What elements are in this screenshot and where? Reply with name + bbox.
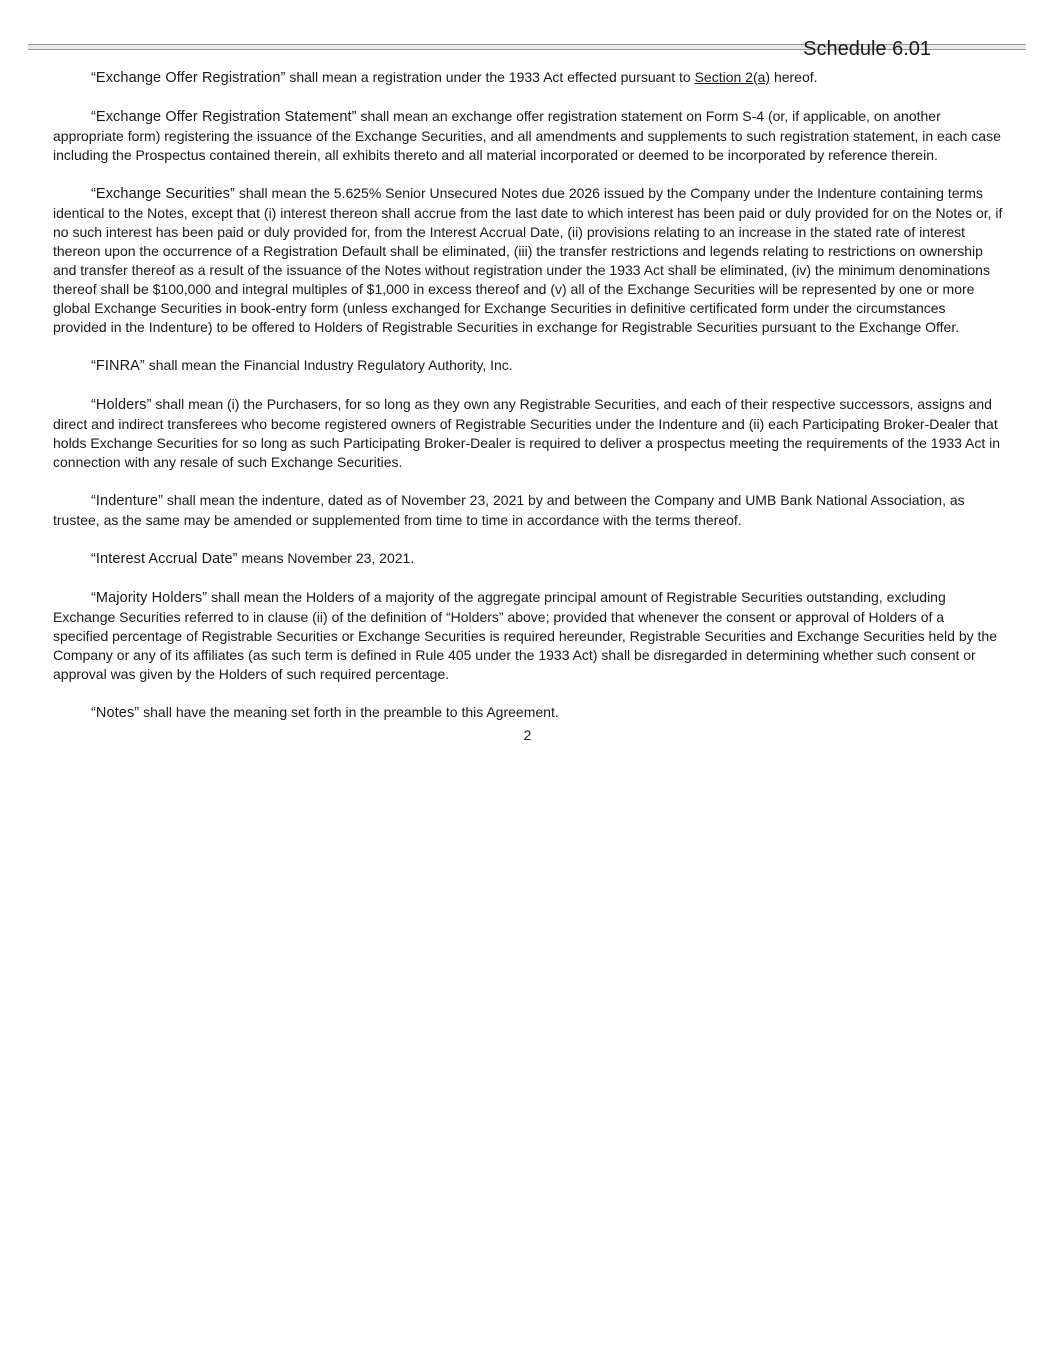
definition-text: shall mean a registration under the 1933 Act effected pursuant to xyxy=(285,69,695,85)
definition-finra xyxy=(53,356,1003,376)
definition-text: shall have the meaning set forth in the preamble to this Agreement. xyxy=(139,704,559,720)
definition-text: shall mean the 5.625% Senior Unsecured Notes due 2026 issued by the Company under the Indenture containing terms identical to the Notes, except that (i) interest thereon shall accrue from the last date to which interest has been paid or duly provided for on the Notes or, if no such interest has been paid or duly provided for, from the Interest Accrual Date, (ii) provisions relating to an increase in the stated rate of interest thereon upon the occurrence of a Registration Default shall be eliminated, (iii) the transfer restrictions and legends relating to restrictions on ownership and transfer thereof as a result of the issuance of the Notes without registration under the 1933 Act shall be eliminated, (iv) the minimum denominations thereof shall be $100,000 and integral multiples of $1,000 in excess thereof and (v) all of the Exchange Securities will be represented by one or more global Exchange Securities in book-entry form (unless exchanged for Exchange Securities in definitive certificated form under the circumstances provided in the Indenture) to be offered to Holders of Registrable Securities in exchange for Registrable Securities pursuant to the Exchange Offer. xyxy=(53,185,1003,335)
defined-term: “Exchange Offer Registration Statement” xyxy=(91,109,357,125)
page-number: 2 xyxy=(523,727,532,743)
definition-text: means November 23, 2021. xyxy=(237,550,415,566)
definition-text: shall mean the Financial Industry Regulatory Authority, Inc. xyxy=(144,357,513,373)
defined-term: “Notes” xyxy=(91,705,140,721)
defined-term: “Interest Accrual Date” xyxy=(91,551,238,567)
definition-interest-accrual-date xyxy=(53,549,1003,569)
definition-exchange-offer-registration xyxy=(53,68,1003,88)
defined-term: “Indenture” xyxy=(91,493,164,509)
defined-term: “FINRA” xyxy=(91,358,145,374)
definition-majority-holders xyxy=(53,588,1003,684)
definition-text: shall mean (i) the Purchasers, for so long as they own any Registrable Securities, and each of their respective successors, assigns and direct and indirect transferees who become registered owners of Registrable Securities under the Indenture and (ii) each Participating Broker-Dealer that holds Exchange Securities for so long as such Participating Broker-Dealer is required to deliver a prospectus meeting the requirements of the 1933 Act in connection with any resale of such Exchange Securities. xyxy=(53,396,1001,470)
definition-holders xyxy=(53,395,1003,472)
defined-term: “Holders” xyxy=(91,397,152,413)
definitions-section xyxy=(53,68,1003,742)
definition-text: shall mean the Holders of a majority of the aggregate principal amount of Registrable Securities outstanding, excluding Exchange Securities referred to in clause (ii) of the definition of “Holders” above; provided that whenever the consent or approval of Holders of a specified percentage of Registrable Securities or Exchange Securities is required hereunder, Registrable Securities and Exchange Securities held by the Company or any of its affiliates (as such term is defined in Rule 405 under the 1933 Act) shall be disregarded in determining whether such consent or approval was given by the Holders of such required percentage. xyxy=(53,589,997,682)
defined-term: “Exchange Offer Registration” xyxy=(91,70,286,86)
definition-text: hereof. xyxy=(770,69,818,85)
schedule-label: Schedule 6.01 xyxy=(803,38,931,60)
definition-exchange-securities xyxy=(53,184,1003,337)
definition-indenture xyxy=(53,491,1003,530)
definition-text: shall mean an exchange offer registration statement on Form S-4 (or, if applicable, on another appropriate form) registering the issuance of the Exchange Securities, and all amendments and supplements to such registration statement, in each case including the Prospectus contained therein, all exhibits thereto and all material incorporated or deemed to be incorporated by reference therein. xyxy=(53,108,1001,163)
section-reference-link[interactable]: Section 2(a) xyxy=(694,69,771,85)
defined-term: “Majority Holders” xyxy=(91,590,208,606)
definition-exchange-offer-registration-statement xyxy=(53,107,1003,165)
definition-text: shall mean the indenture, dated as of November 23, 2021 by and between the Company and UMB Bank National Association, as trustee, as the same may be amended or supplemented from time to time in accordance with the terms thereof. xyxy=(53,492,965,528)
defined-term: “Exchange Securities” xyxy=(91,186,235,202)
definition-notes xyxy=(53,703,1003,723)
